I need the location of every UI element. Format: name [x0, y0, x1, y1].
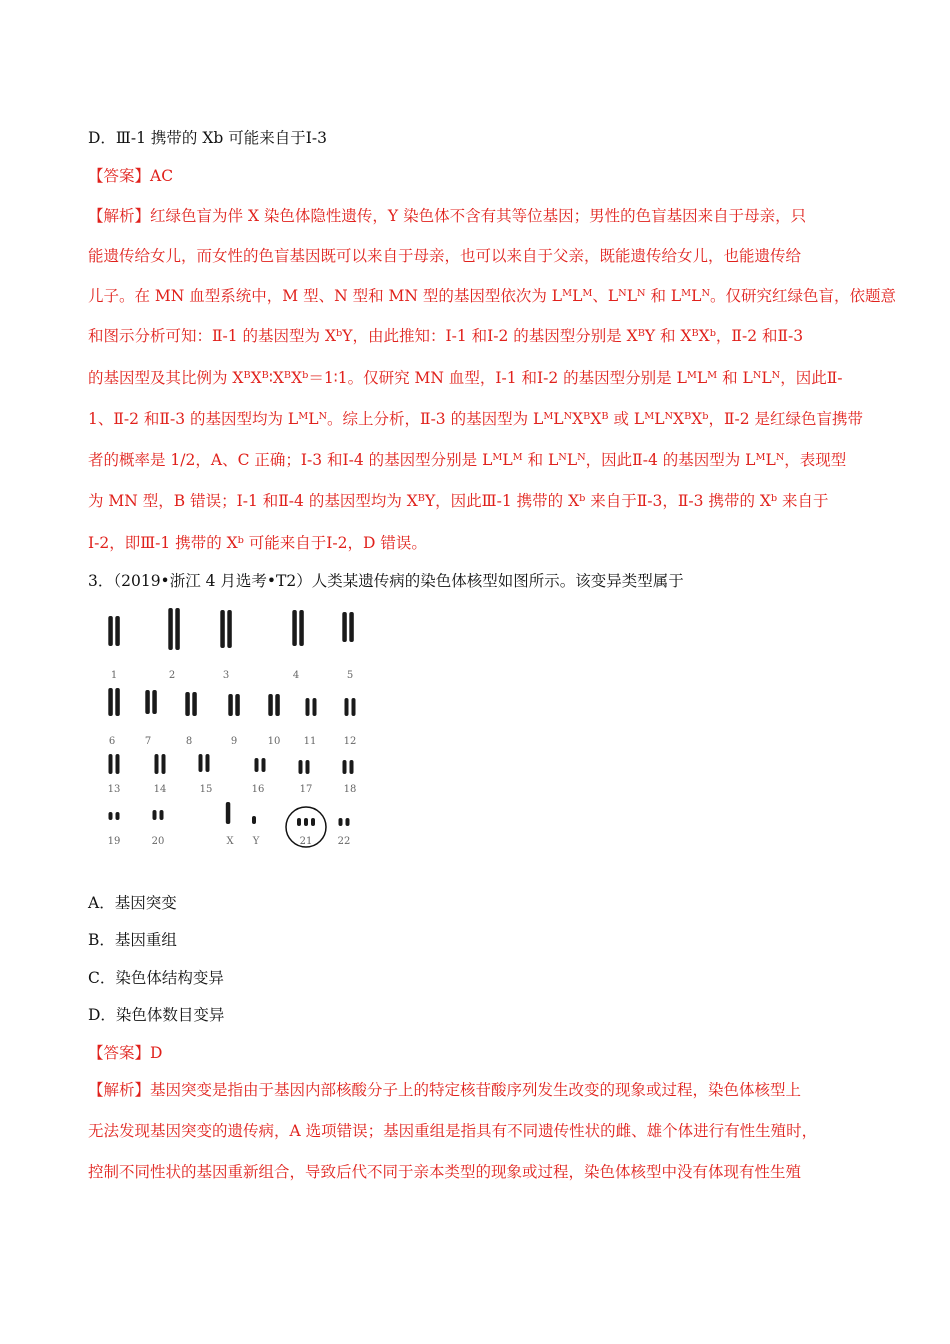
answer-label: 【答案】AC: [88, 167, 174, 185]
explanation-line: Ⅰ-2，即Ⅲ-1 携带的 Xᵇ 可能来自于Ⅰ-2，D 错误。: [88, 534, 427, 552]
option-b[interactable]: B．基因重组: [88, 931, 177, 949]
chromosome: [343, 760, 347, 774]
chromosome: [108, 616, 113, 646]
chromosome-number-label: 9: [230, 736, 238, 747]
chromosome: [311, 818, 315, 826]
chromosome: [228, 694, 233, 716]
chromosome-number-label: 10: [267, 736, 281, 747]
chromosome-number-label: 8: [185, 736, 193, 747]
explanation-line: 控制不同性状的基因重新组合，导致后代不同于亲本类型的现象或过程，染色体核型中没有体现有性生殖: [88, 1163, 802, 1181]
chromosome-number-label: 7: [144, 736, 152, 747]
chromosome-number-label: 11: [303, 736, 317, 747]
chromosome-number-label: Y: [252, 836, 260, 847]
explanation-tag: 【解析】: [88, 1081, 151, 1099]
chromosome: [115, 688, 120, 716]
explanation-line: 者的概率是 1/2，A、C 正确；Ⅰ-3 和Ⅰ-4 的基因型分别是 LᴹLᴹ 和 LᴺLᴺ，因此Ⅱ-4 的基因型为 LᴹLᴺ，表现型: [88, 451, 847, 469]
chromosome: [192, 692, 197, 716]
chromosome: [352, 698, 356, 716]
chromosome-number-label: 13: [107, 784, 121, 795]
explanation-text: 红绿色盲为伴 X 染色体隐性遗传，Y 染色体不含有其等位基因；男性的色盲基因来自于母亲，只: [150, 207, 807, 225]
question-3: 3．（2019•浙江 4 月选考•T2）人类某遗传病的染色体核型如图所示。该变异类型属于: [88, 572, 684, 590]
explanation-line: 无法发现基因突变的遗传病，A 选项错误；基因重组是指具有不同遗传性状的雌、雄个体进行有性生殖时，: [88, 1122, 818, 1140]
chromosome-number-label: 4: [292, 670, 300, 681]
chromosome: [155, 754, 159, 774]
chromosome: [160, 810, 164, 820]
chromosome: [297, 818, 301, 826]
chromosome: [299, 760, 303, 774]
chromosome-number-label: 3: [222, 670, 230, 681]
chromosome-number-label: 2: [168, 670, 176, 681]
chromosome-number-label: 17: [299, 784, 313, 795]
chromosome: [346, 818, 350, 826]
chromosome: [262, 758, 266, 772]
chromosome: [339, 818, 343, 826]
option-a[interactable]: A．基因突变: [88, 894, 177, 912]
chromosome: [185, 692, 190, 716]
chromosome: [175, 608, 180, 650]
explanation-line: 儿子。在 MN 血型系统中，M 型、N 型和 MN 型的基因型依次为 LᴹLᴹ、LᴺLᴺ 和 LᴹLᴺ。仅研究红绿色盲，依题意: [88, 287, 897, 305]
chromosome: [199, 754, 203, 772]
explanation-text: 基因突变是指由于基因内部核酸分子上的特定核苷酸序列发生改变的现象或过程，染色体核型上: [150, 1081, 802, 1099]
option-d[interactable]: D．染色体数目变异: [88, 1006, 225, 1024]
chromosome-number-label: X: [226, 836, 234, 847]
chromosome-number-label: 15: [199, 784, 213, 795]
chromosome-number-label: 5: [346, 670, 354, 681]
chromosome-number-label: 6: [108, 736, 116, 747]
chromosome: [153, 810, 157, 820]
chromosome: [235, 694, 240, 716]
chromosome: [109, 812, 113, 820]
chromosome-number-label: 22: [337, 836, 351, 847]
explanation-line: 1、Ⅱ-2 和Ⅱ-3 的基因型均为 LᴹLᴺ。综上分析，Ⅱ-3 的基因型为 LᴹLᴺXᴮXᴮ 或 LᴹLᴺXᴮXᵇ，Ⅱ-2 是红绿色盲携带: [88, 410, 864, 428]
chromosome: [227, 610, 232, 648]
chromosome: [349, 612, 354, 642]
chromosome: [152, 690, 157, 714]
chromosome: [252, 816, 256, 824]
chromosome: [168, 608, 173, 650]
chromosome-number-label: 20: [151, 836, 165, 847]
chromosome: [268, 694, 273, 716]
chromosome-number-label: 21: [299, 836, 313, 847]
chromosome: [342, 612, 347, 642]
chromosome-number-label: 16: [251, 784, 265, 795]
chromosome: [306, 698, 310, 716]
explanation-line: 的基因型及其比例为 XᴮXᴮ∶XᴮXᵇ＝1∶1。仅研究 MN 血型，Ⅰ-1 和Ⅰ-2 的基因型分别是 LᴹLᴹ 和 LᴺLᴺ，因此Ⅱ-: [88, 369, 843, 387]
karyotype-image: [96, 604, 381, 860]
chromosome: [304, 818, 308, 826]
option-d-previous: D．Ⅲ-1 携带的 Xb 可能来自于Ⅰ-3: [88, 129, 327, 147]
chromosome: [220, 610, 225, 648]
chromosome: [345, 698, 349, 716]
chromosome: [115, 616, 120, 646]
explanation-line: [88, 206, 806, 226]
chromosome: [145, 690, 150, 714]
explanation-line: 为 MN 型，B 错误；Ⅰ-1 和Ⅱ-4 的基因型均为 XᴮY，因此Ⅲ-1 携带的 Xᵇ 来自于Ⅱ-3，Ⅱ-3 携带的 Xᵇ 来自于: [88, 492, 829, 510]
explanation-tag: 【解析】: [88, 207, 151, 225]
chromosome-number-label: 1: [110, 670, 118, 681]
explanation-line: 和图示分析可知：Ⅱ-1 的基因型为 XᵇY，由此推知：Ⅰ-1 和Ⅰ-2 的基因型分别是 XᴮY 和 XᴮXᵇ，Ⅱ-2 和Ⅱ-3: [88, 327, 804, 345]
chromosome: [306, 760, 310, 774]
chromosome-number-label: 19: [107, 836, 121, 847]
chromosome: [116, 754, 120, 774]
chromosome: [313, 698, 317, 716]
chromosome: [108, 688, 113, 716]
explanation-line: 能遗传给女儿，而女性的色盲基因既可以来自于母亲，也可以来自于父亲，既能遗传给女儿，也能遗传给: [88, 247, 802, 265]
chromosome-number-label: 14: [153, 784, 167, 795]
chromosome: [226, 802, 231, 824]
explanation-line: [88, 1080, 801, 1100]
chromosome: [275, 694, 280, 716]
chromosome: [206, 754, 210, 772]
chromosome: [116, 812, 120, 820]
chromosome: [162, 754, 166, 774]
answer-label: 【答案】D: [88, 1044, 163, 1062]
option-c[interactable]: C．染色体结构变异: [88, 969, 224, 987]
chromosome: [350, 760, 354, 774]
chromosome: [109, 754, 113, 774]
chromosome-number-label: 12: [343, 736, 357, 747]
chromosome: [255, 758, 259, 772]
chromosome-number-label: 18: [343, 784, 357, 795]
chromosome: [292, 610, 297, 646]
chromosome: [299, 610, 304, 646]
